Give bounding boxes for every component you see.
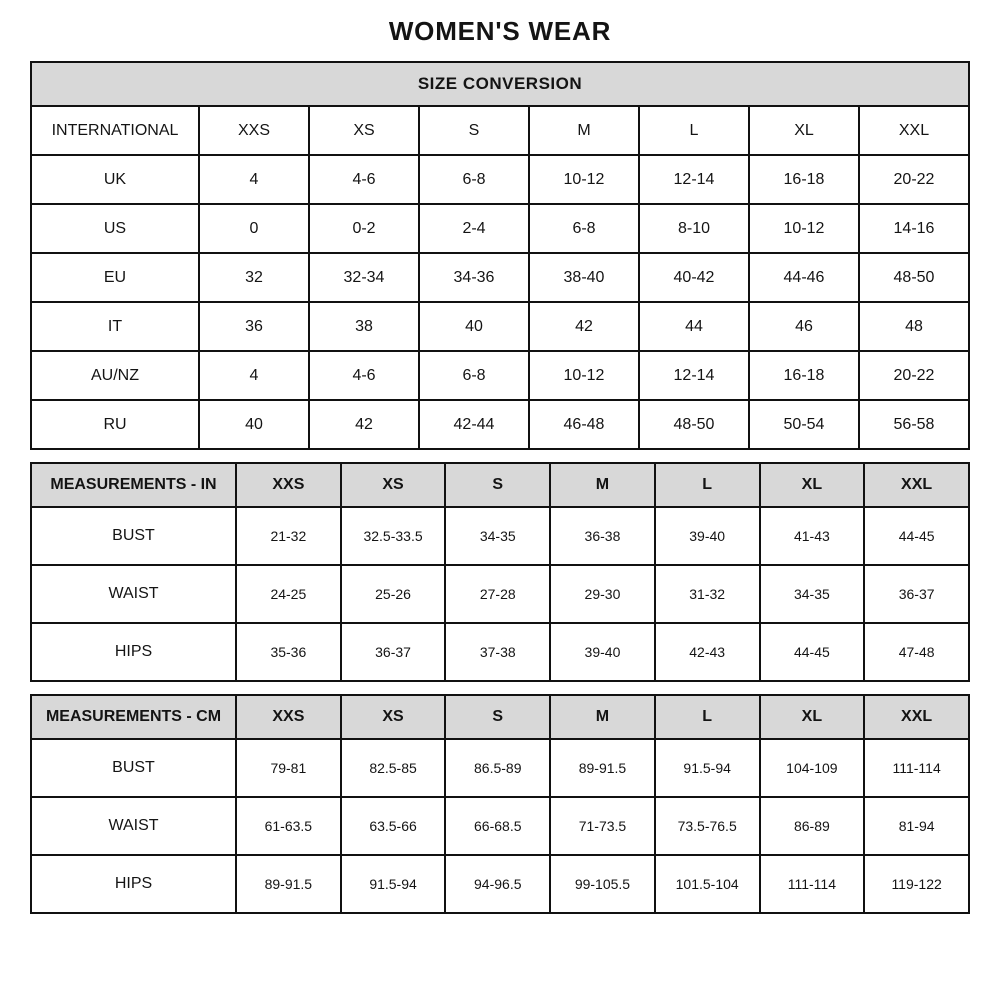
value-cell: 44-45: [864, 507, 969, 565]
row-label-cell: UK: [31, 155, 199, 204]
value-cell: 10-12: [529, 155, 639, 204]
value-cell: 16-18: [749, 155, 859, 204]
value-cell: 2-4: [419, 204, 529, 253]
value-cell: 91.5-94: [341, 855, 446, 913]
column-header-cell: M: [529, 106, 639, 155]
column-header-row: [31, 106, 969, 155]
table-row: [31, 797, 969, 855]
column-header-cell: XXL: [864, 695, 969, 739]
value-cell: 35-36: [236, 623, 341, 681]
value-cell: 27-28: [445, 565, 550, 623]
value-cell: 32: [199, 253, 309, 302]
row-header-label: MEASUREMENTS - IN: [31, 463, 236, 507]
table-row: [31, 855, 969, 913]
size-conversion-table: [30, 61, 970, 450]
value-cell: 111-114: [760, 855, 865, 913]
value-cell: 14-16: [859, 204, 969, 253]
value-cell: 44: [639, 302, 749, 351]
column-header-cell: XS: [341, 695, 446, 739]
value-cell: 4: [199, 155, 309, 204]
value-cell: 39-40: [550, 623, 655, 681]
value-cell: 91.5-94: [655, 739, 760, 797]
value-cell: 6-8: [529, 204, 639, 253]
value-cell: 0: [199, 204, 309, 253]
value-cell: 48-50: [859, 253, 969, 302]
value-cell: 38: [309, 302, 419, 351]
table-row: [31, 400, 969, 449]
value-cell: 4-6: [309, 155, 419, 204]
column-header-cell: S: [445, 463, 550, 507]
value-cell: 89-91.5: [550, 739, 655, 797]
value-cell: 32-34: [309, 253, 419, 302]
value-cell: 36-38: [550, 507, 655, 565]
row-label-cell: RU: [31, 400, 199, 449]
column-header-cell: S: [419, 106, 529, 155]
row-label-cell: BUST: [31, 739, 236, 797]
table-row: [31, 204, 969, 253]
value-cell: 6-8: [419, 155, 529, 204]
value-cell: 104-109: [760, 739, 865, 797]
value-cell: 41-43: [760, 507, 865, 565]
value-cell: 16-18: [749, 351, 859, 400]
row-label-cell: AU/NZ: [31, 351, 199, 400]
row-header-label: MEASUREMENTS - CM: [31, 695, 236, 739]
table-title-row: [31, 62, 969, 106]
value-cell: 34-36: [419, 253, 529, 302]
value-cell: 63.5-66: [341, 797, 446, 855]
value-cell: 82.5-85: [341, 739, 446, 797]
row-label-cell: US: [31, 204, 199, 253]
row-label-cell: IT: [31, 302, 199, 351]
table-row: [31, 155, 969, 204]
value-cell: 47-48: [864, 623, 969, 681]
table-row: [31, 739, 969, 797]
value-cell: 101.5-104: [655, 855, 760, 913]
value-cell: 10-12: [529, 351, 639, 400]
value-cell: 48: [859, 302, 969, 351]
value-cell: 36-37: [864, 565, 969, 623]
value-cell: 37-38: [445, 623, 550, 681]
value-cell: 20-22: [859, 351, 969, 400]
column-header-row: [31, 695, 969, 739]
column-header-cell: XXS: [236, 463, 341, 507]
column-header-cell: L: [655, 463, 760, 507]
row-label-cell: HIPS: [31, 623, 236, 681]
value-cell: 42-43: [655, 623, 760, 681]
table-row: [31, 253, 969, 302]
value-cell: 73.5-76.5: [655, 797, 760, 855]
value-cell: 36: [199, 302, 309, 351]
value-cell: 4: [199, 351, 309, 400]
column-header-cell: M: [550, 695, 655, 739]
row-label-cell: WAIST: [31, 565, 236, 623]
table-row: [31, 507, 969, 565]
table-row: [31, 565, 969, 623]
measurements-cm-table: [30, 694, 970, 914]
value-cell: 42: [529, 302, 639, 351]
value-cell: 24-25: [236, 565, 341, 623]
value-cell: 79-81: [236, 739, 341, 797]
value-cell: 39-40: [655, 507, 760, 565]
table-row: [31, 623, 969, 681]
value-cell: 29-30: [550, 565, 655, 623]
column-header-cell: XXL: [864, 463, 969, 507]
value-cell: 61-63.5: [236, 797, 341, 855]
value-cell: 40: [199, 400, 309, 449]
table-title: SIZE CONVERSION: [31, 62, 969, 106]
value-cell: 44-46: [749, 253, 859, 302]
value-cell: 36-37: [341, 623, 446, 681]
value-cell: 12-14: [639, 155, 749, 204]
value-cell: 34-35: [760, 565, 865, 623]
column-header-cell: XL: [749, 106, 859, 155]
value-cell: 111-114: [864, 739, 969, 797]
value-cell: 50-54: [749, 400, 859, 449]
row-label-cell: WAIST: [31, 797, 236, 855]
value-cell: 20-22: [859, 155, 969, 204]
row-label-cell: EU: [31, 253, 199, 302]
page-title: WOMEN'S WEAR: [388, 16, 612, 46]
value-cell: 86-89: [760, 797, 865, 855]
value-cell: 48-50: [639, 400, 749, 449]
value-cell: 8-10: [639, 204, 749, 253]
column-header-cell: XXS: [236, 695, 341, 739]
value-cell: 31-32: [655, 565, 760, 623]
column-header-cell: XL: [760, 463, 865, 507]
value-cell: 81-94: [864, 797, 969, 855]
value-cell: 56-58: [859, 400, 969, 449]
value-cell: 66-68.5: [445, 797, 550, 855]
value-cell: 21-32: [236, 507, 341, 565]
value-cell: 44-45: [760, 623, 865, 681]
value-cell: 0-2: [309, 204, 419, 253]
value-cell: 46: [749, 302, 859, 351]
column-header-cell: L: [639, 106, 749, 155]
value-cell: 6-8: [419, 351, 529, 400]
value-cell: 86.5-89: [445, 739, 550, 797]
value-cell: 42: [309, 400, 419, 449]
column-header-cell: XS: [341, 463, 446, 507]
row-label-cell: HIPS: [31, 855, 236, 913]
value-cell: 89-91.5: [236, 855, 341, 913]
row-header-label: INTERNATIONAL: [31, 106, 199, 155]
value-cell: 119-122: [864, 855, 969, 913]
value-cell: 38-40: [529, 253, 639, 302]
value-cell: 34-35: [445, 507, 550, 565]
value-cell: 4-6: [309, 351, 419, 400]
column-header-row: [31, 463, 969, 507]
value-cell: 71-73.5: [550, 797, 655, 855]
value-cell: 99-105.5: [550, 855, 655, 913]
value-cell: 40: [419, 302, 529, 351]
column-header-cell: XS: [309, 106, 419, 155]
value-cell: 94-96.5: [445, 855, 550, 913]
value-cell: 32.5-33.5: [341, 507, 446, 565]
column-header-cell: L: [655, 695, 760, 739]
measurements-in-table: [30, 462, 970, 682]
value-cell: 46-48: [529, 400, 639, 449]
column-header-cell: XXL: [859, 106, 969, 155]
column-header-cell: XXS: [199, 106, 309, 155]
column-header-cell: M: [550, 463, 655, 507]
value-cell: 42-44: [419, 400, 529, 449]
value-cell: 10-12: [749, 204, 859, 253]
row-label-cell: BUST: [31, 507, 236, 565]
value-cell: 25-26: [341, 565, 446, 623]
column-header-cell: XL: [760, 695, 865, 739]
value-cell: 40-42: [639, 253, 749, 302]
column-header-cell: S: [445, 695, 550, 739]
table-row: [31, 351, 969, 400]
value-cell: 12-14: [639, 351, 749, 400]
table-row: [31, 302, 969, 351]
